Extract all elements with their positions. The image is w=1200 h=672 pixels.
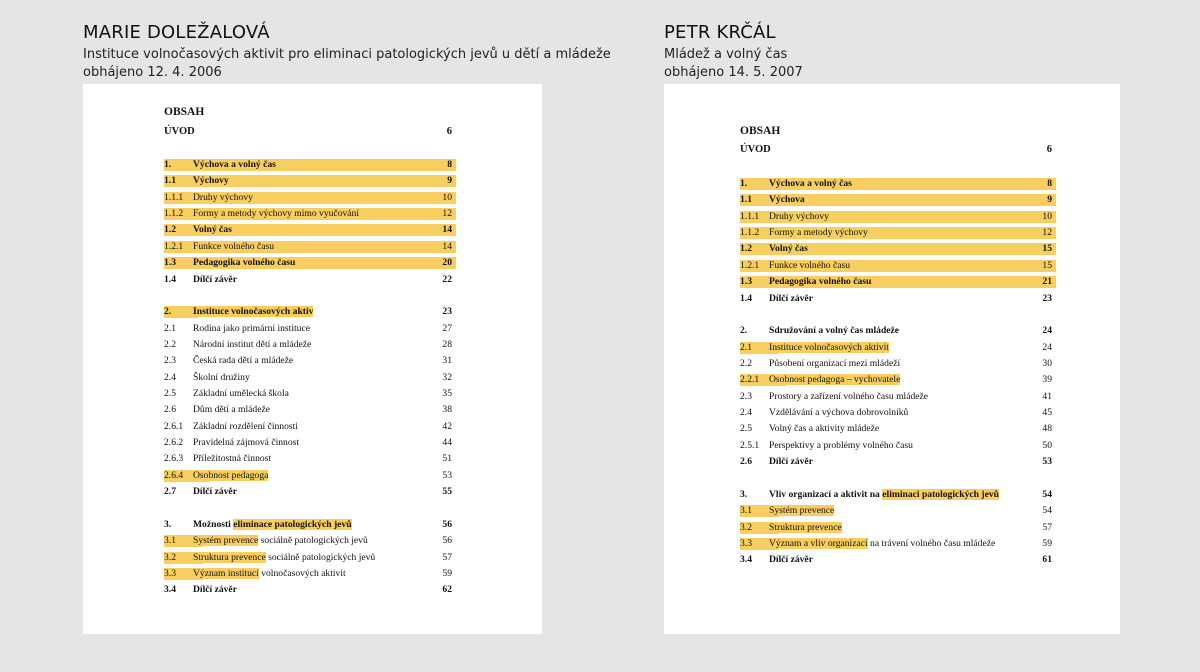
toc-page-number: 21 [1042, 276, 1052, 287]
toc-number: 2.6 [740, 456, 752, 467]
toc-page-number: 61 [1042, 554, 1052, 565]
toc-page-number: 10 [1042, 211, 1052, 222]
left-toc-row [164, 306, 456, 318]
toc-label: Dílčí závěr [769, 456, 813, 467]
left-toc-row [164, 192, 456, 204]
left-toc-row [164, 486, 456, 498]
toc-number: 1.1 [164, 175, 176, 186]
right-toc-row [740, 178, 1056, 190]
left-toc-row [164, 519, 456, 531]
toc-number: 1.1 [740, 194, 752, 205]
right-toc-row [740, 293, 1056, 305]
toc-number: 2. [164, 306, 198, 318]
toc-page-number: 51 [442, 453, 452, 464]
toc-label [769, 374, 900, 386]
right-toc-page [664, 84, 1120, 634]
left-toc-row [164, 274, 456, 286]
left-thesis-title: Instituce volnočasových aktivit pro eliminaci patologických jevů u dětí a mládeže [83, 47, 611, 62]
left-toc-row [164, 421, 456, 433]
toc-number: 2.3 [740, 391, 752, 402]
right-toc-row [740, 374, 1056, 386]
left-toc-row [164, 568, 456, 580]
toc-number: ÚVOD [164, 126, 195, 137]
left-toc-row [164, 208, 456, 220]
toc-label: Sdružování a volný čas mládeže [769, 325, 900, 336]
toc-label: Působení organizací mezi mládeží [769, 358, 901, 369]
right-toc-row [740, 194, 1056, 206]
toc-label [769, 505, 834, 517]
toc-number: 1.2 [740, 243, 752, 254]
toc-page-number: 54 [1042, 489, 1052, 500]
left-toc-row [164, 437, 456, 449]
toc-page-number: 12 [1042, 227, 1052, 238]
right-toc-row [740, 440, 1056, 452]
toc-label: Pedagogika volného času [769, 276, 872, 287]
toc-number: 1. [740, 178, 748, 189]
toc-number: 2.6 [164, 404, 176, 415]
toc-label: Rodina jako primární instituce [193, 323, 310, 334]
toc-number: 2.5 [740, 423, 752, 434]
toc-label: Volný čas [769, 243, 808, 254]
toc-page-number: 23 [1042, 293, 1052, 304]
toc-label-highlight: Systém prevence [193, 535, 259, 546]
toc-page-number: 14 [442, 224, 452, 235]
toc-number: 1.4 [164, 274, 176, 285]
toc-label: Druhy výchovy [193, 192, 253, 203]
toc-number: 3. [164, 519, 172, 530]
toc-label: Základní rozdělení činnosti [193, 421, 298, 432]
toc-label: Funkce volného času [193, 241, 274, 252]
right-author-name: PETR KRČÁL [664, 22, 776, 43]
toc-page-number: 6 [446, 126, 452, 137]
toc-page-number: 9 [1047, 194, 1052, 205]
toc-number: 3.2 [164, 552, 203, 564]
toc-page-number: 57 [1042, 522, 1052, 533]
toc-page-number: 8 [1047, 178, 1052, 189]
toc-page-number: 50 [1042, 440, 1052, 451]
toc-label-highlight: Struktura prevence [193, 552, 266, 563]
right-toc-row [740, 211, 1056, 223]
left-thesis-header [83, 22, 611, 82]
toc-page-number: 20 [442, 257, 452, 268]
left-toc-row [164, 535, 456, 547]
toc-page-number: 9 [447, 175, 452, 186]
toc-label: Dílčí závěr [769, 554, 813, 565]
toc-label-rest: sociálně patologických jevů [258, 535, 368, 546]
toc-label: Výchovy [193, 175, 229, 186]
left-toc-row [164, 470, 456, 482]
toc-page-number: 57 [442, 552, 452, 563]
toc-page-number: 42 [442, 421, 452, 432]
toc-page-number: 56 [442, 535, 452, 546]
toc-label [769, 342, 889, 354]
toc-label-highlight: Instituce volnočasových aktivit [769, 342, 889, 353]
left-toc-row [164, 126, 456, 138]
toc-label-highlight: Struktura prevence [769, 522, 842, 533]
toc-label-highlight: Systém prevence [769, 505, 835, 516]
toc-page-number: 14 [442, 241, 452, 252]
toc-page-number: 12 [442, 208, 452, 219]
toc-label: Formy a metody výchovy mimo vyučování [193, 208, 360, 219]
right-toc-row [740, 554, 1056, 566]
left-toc-page [83, 84, 542, 634]
toc-page-number: 56 [442, 519, 452, 530]
toc-page-number: 15 [1042, 243, 1052, 254]
left-toc-row [164, 257, 456, 269]
toc-page-number: 53 [1042, 456, 1052, 467]
toc-number: 2.4 [164, 372, 176, 383]
toc-label: Prostory a zařízení volného času mládeže [769, 391, 929, 402]
toc-number: 1.1.2 [164, 208, 184, 219]
toc-label: Dílčí závěr [193, 274, 237, 285]
right-toc-row [740, 243, 1056, 255]
toc-label: Dům dětí a mládeže [193, 404, 270, 415]
toc-page-number: 59 [1042, 538, 1052, 549]
toc-label-rest: Možnosti [193, 519, 234, 530]
left-toc-row [164, 339, 456, 351]
toc-number: 2.7 [164, 486, 176, 497]
toc-number: 2.1 [740, 342, 779, 354]
toc-number: 3. [740, 489, 748, 500]
toc-label [193, 568, 346, 580]
toc-page-number: 24 [1042, 342, 1052, 353]
toc-number: 1. [164, 159, 172, 170]
right-toc-row [740, 505, 1056, 517]
toc-label [193, 535, 368, 547]
toc-number: 2.1 [164, 323, 176, 334]
toc-number: ÚVOD [740, 144, 771, 155]
toc-page-number: 15 [1042, 260, 1052, 271]
right-toc-row [740, 227, 1056, 239]
toc-label: Volný čas a aktivity mládeže [769, 423, 880, 434]
toc-page-number: 8 [447, 159, 452, 170]
toc-page-number: 23 [442, 306, 452, 317]
toc-label: Pedagogika volného času [193, 257, 296, 268]
toc-number: 3.1 [164, 535, 203, 547]
right-toc-row [740, 456, 1056, 468]
toc-number: 3.3 [740, 538, 779, 550]
toc-page-number: 62 [442, 584, 452, 595]
left-toc-row [164, 552, 456, 564]
toc-label [193, 470, 268, 482]
toc-label [769, 489, 999, 501]
toc-label-highlight: Význam institucí [193, 568, 259, 579]
toc-label [769, 538, 995, 550]
toc-page-number: 54 [1042, 505, 1052, 516]
toc-label-highlight: Význam a vliv organizací [769, 538, 868, 549]
right-toc-row [740, 423, 1056, 435]
toc-page-number: 22 [442, 274, 452, 285]
toc-label: Formy a metody výchovy [769, 227, 868, 238]
toc-label-highlight: Osobnost pedagoga – vychovatele [769, 374, 901, 385]
right-toc-row [740, 260, 1056, 272]
toc-page-number: 27 [442, 323, 452, 334]
toc-label: Základní umělecká škola [193, 388, 289, 399]
left-toc-row [164, 175, 456, 187]
toc-label-rest: na trávení volného času mládeže [867, 538, 996, 549]
toc-number: 1.2 [164, 224, 176, 235]
toc-label: Výchova a volný čas [769, 178, 852, 189]
left-toc-row [164, 159, 456, 171]
toc-page-number: 41 [1042, 391, 1052, 402]
toc-page-number: 32 [442, 372, 452, 383]
toc-page-number: 10 [442, 192, 452, 203]
toc-number: 1.1.2 [740, 227, 760, 238]
left-defended-date: obhájeno 12. 4. 2006 [83, 65, 222, 80]
toc-label: Vzdělávání a výchova dobrovolníků [769, 407, 909, 418]
left-toc-heading: OBSAH [164, 106, 205, 118]
toc-label: Školní družiny [193, 372, 250, 383]
right-toc-row [740, 407, 1056, 419]
toc-number: 2.4 [740, 407, 752, 418]
toc-number: 1.1.1 [164, 192, 184, 203]
left-toc-row [164, 404, 456, 416]
toc-number: 3.4 [740, 554, 752, 565]
right-toc-row [740, 342, 1056, 354]
toc-page-number: 30 [1042, 358, 1052, 369]
toc-label [769, 522, 842, 534]
toc-label: Dílčí závěr [193, 584, 237, 595]
toc-label: Česká rada dětí a mládeže [193, 355, 294, 366]
right-defended-date: obhájeno 14. 5. 2007 [664, 65, 803, 80]
toc-label-rest: Vliv organizací a aktivit na [769, 489, 883, 500]
toc-label: Druhy výchovy [769, 211, 829, 222]
toc-page-number: 48 [1042, 423, 1052, 434]
toc-label: Příležitostná činnost [193, 453, 272, 464]
right-toc-row [740, 489, 1056, 501]
toc-label [193, 306, 313, 318]
toc-number: 2.2 [164, 339, 176, 350]
right-toc-row [740, 325, 1056, 337]
toc-label: Funkce volného času [769, 260, 850, 271]
toc-label-rest: sociálně patologických jevů [265, 552, 376, 563]
right-toc-heading: OBSAH [740, 125, 781, 137]
right-toc-row [740, 522, 1056, 534]
toc-page-number: 28 [442, 339, 452, 350]
left-toc-row [164, 241, 456, 253]
toc-label: Volný čas [193, 224, 232, 235]
toc-number: 1.3 [740, 276, 752, 287]
toc-number: 1.2.1 [740, 260, 760, 271]
toc-label-highlight: eliminace patologických jevů [233, 519, 352, 530]
toc-number: 3.3 [164, 568, 203, 580]
right-thesis-title: Mládež a volný čas [664, 47, 788, 62]
toc-page-number: 44 [442, 437, 452, 448]
toc-number: 1.4 [740, 293, 752, 304]
toc-number: 2.2.1 [740, 374, 786, 386]
left-toc-row [164, 355, 456, 367]
left-toc-row [164, 323, 456, 335]
right-toc-row [740, 358, 1056, 370]
toc-number: 2.6.1 [164, 421, 184, 432]
toc-number: 1.3 [164, 257, 176, 268]
toc-number: 2. [740, 325, 748, 336]
toc-number: 2.6.4 [164, 470, 210, 482]
right-thesis-header [664, 22, 803, 82]
toc-label [193, 519, 352, 531]
right-toc-row [740, 391, 1056, 403]
toc-number: 3.2 [740, 522, 779, 534]
toc-number: 2.5.1 [740, 440, 760, 451]
toc-label-rest: volnočasových aktivit [258, 568, 346, 579]
right-toc-row [740, 538, 1056, 550]
toc-page-number: 39 [1042, 374, 1052, 385]
toc-number: 3.1 [740, 505, 779, 517]
toc-page-number: 55 [442, 486, 452, 497]
left-toc-row [164, 453, 456, 465]
toc-number: 2.2 [740, 358, 752, 369]
toc-number: 1.1.1 [740, 211, 760, 222]
toc-page-number: 45 [1042, 407, 1052, 418]
left-toc-row [164, 388, 456, 400]
toc-label: Dílčí závěr [193, 486, 237, 497]
toc-page-number: 6 [1046, 144, 1052, 155]
toc-number: 2.5 [164, 388, 176, 399]
toc-label: Pravidelná zájmová činnost [193, 437, 300, 448]
left-toc-row [164, 224, 456, 236]
toc-label [193, 552, 375, 564]
left-author-name: MARIE DOLEŽALOVÁ [83, 22, 270, 43]
toc-number: 2.6.2 [164, 437, 184, 448]
toc-label: Perspektivy a problémy volného času [769, 440, 913, 451]
toc-label: Výchova a volný čas [193, 159, 276, 170]
toc-label-highlight: eliminaci patologických jevů [882, 489, 999, 500]
right-toc-row [740, 144, 1056, 156]
toc-page-number: 59 [442, 568, 452, 579]
left-toc-row [164, 372, 456, 384]
toc-label-highlight: Osobnost pedagoga [193, 470, 269, 481]
toc-label: Národní institut dětí a mládeže [193, 339, 312, 350]
toc-label-highlight: Instituce volnočasových aktiv [193, 306, 314, 317]
toc-page-number: 53 [442, 470, 452, 481]
toc-page-number: 31 [442, 355, 452, 366]
toc-number: 1.2.1 [164, 241, 184, 252]
left-toc-row [164, 584, 456, 596]
toc-page-number: 38 [442, 404, 452, 415]
toc-label: Dílčí závěr [769, 293, 813, 304]
toc-page-number: 24 [1042, 325, 1052, 336]
right-toc-row [740, 276, 1056, 288]
toc-label: Výchova [769, 194, 805, 205]
toc-number: 2.3 [164, 355, 176, 366]
toc-number: 3.4 [164, 584, 176, 595]
toc-number: 2.6.3 [164, 453, 184, 464]
toc-page-number: 35 [442, 388, 452, 399]
